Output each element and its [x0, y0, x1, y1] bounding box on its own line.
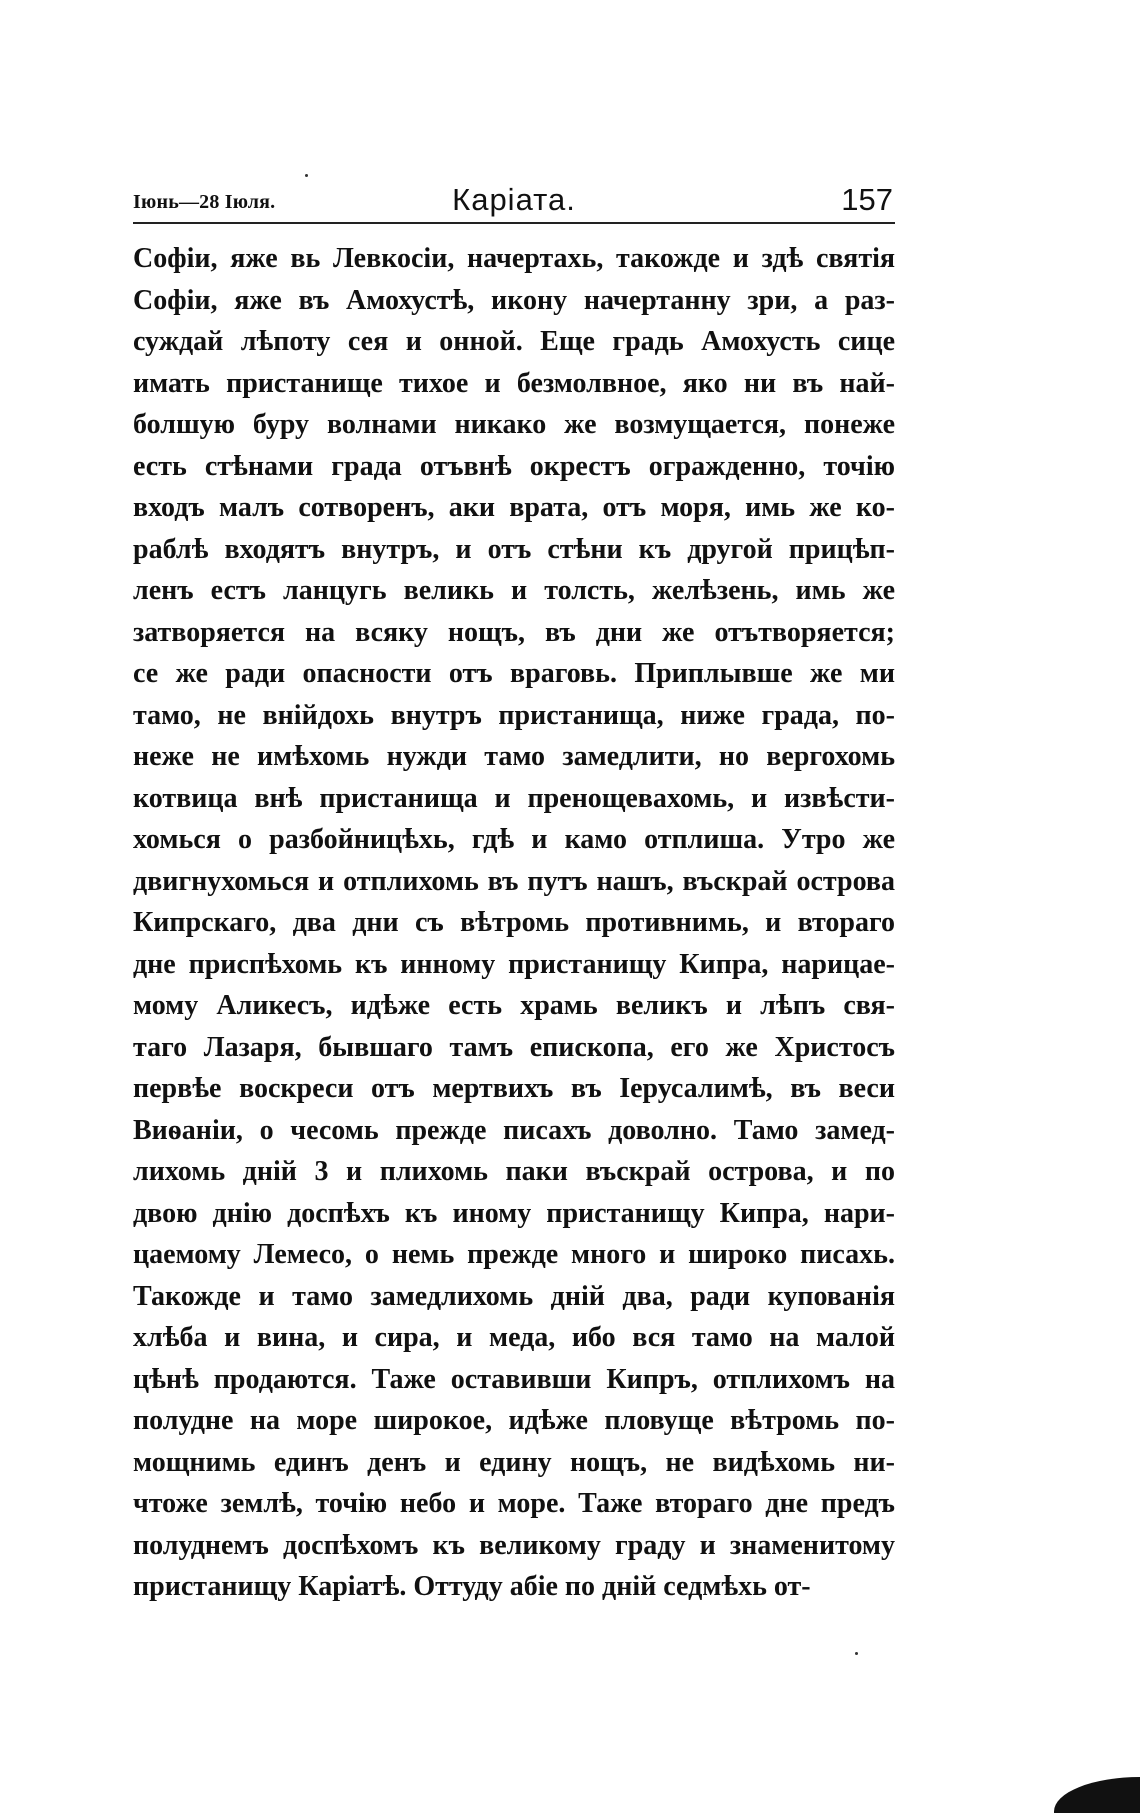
text-line: се же ради опасности отъ враговь. Приплывше же ми	[133, 658, 895, 689]
text-line: неже не имѣхомь нужди тамо замедлити, но вергохомь	[133, 741, 895, 772]
header-rule	[133, 222, 895, 224]
text-line: ленъ естъ ланцугь великь и толсть, желѣзень, имь же	[133, 575, 895, 606]
text-line: тамо, не внійдохь внутръ пристанища, ниже града, по-	[133, 699, 895, 731]
text-line: котвица внѣ пристанища и пренощевахомь, и извѣсти-	[133, 782, 895, 814]
text-line: хомься о разбойницѣхь, гдѣ и камо отплиша. Утро же	[133, 824, 895, 855]
text-line: имать пристанище тихое и безмолвное, яко ни въ най-	[133, 367, 895, 399]
text-line: Кипрскаго, два дни съ вѣтромь противнимь, и втораго	[133, 907, 895, 938]
text-line: дне приспѣхомь къ инному пристанищу Кипра, нарицае-	[133, 948, 895, 980]
text-line: первѣе воскреси отъ мертвихъ въ Іерусалимѣ, въ веси	[133, 1073, 895, 1104]
text-line: полуднемъ доспѣхомъ къ великому граду и знаменитому	[133, 1529, 895, 1561]
text-line: двигнухомься и отплихомь въ путъ нашъ, въскрай острова	[133, 865, 895, 897]
text-line: мому Аликесъ, идѣже есть храмь великъ и лѣпъ свя-	[133, 990, 895, 1021]
text-line: таго Лазаря, бывшаго тамъ епископа, его же Христосъ	[133, 1031, 895, 1063]
text-line: затворяется на всяку нощъ, въ дни же отътворяется;	[133, 616, 895, 648]
text-line: чтоже землѣ, точію небо и море. Таже втораго дне предъ	[133, 1488, 895, 1519]
text-line: хлѣба и вина, и сира, и меда, ибо вся тамо на малой	[133, 1322, 895, 1353]
text-line: пристанищу Каріатѣ. Оттуду абіе по дній седмѣхь от-	[133, 1571, 811, 1602]
text-line: цаемому Лемесо, о немь прежде много и широко писахь.	[133, 1239, 895, 1270]
print-speck	[305, 174, 308, 177]
text-line: болшую буру волнами никако же возмущается, понеже	[133, 409, 895, 440]
header-date-range: Іюнь—28 Іюля.	[133, 191, 276, 213]
scan-corner-mark	[1054, 1777, 1140, 1813]
text-line: есть стѣнами града отъвнѣ окрестъ огражденно, точію	[133, 450, 895, 482]
text-line: Софіи, яже вь Левкосіи, начертахь, такожде и здѣ святія	[133, 243, 895, 274]
text-line: раблѣ входятъ внутръ, и отъ стѣни къ другой прицѣп-	[133, 533, 895, 565]
text-line: Софіи, яже въ Амохустѣ, икону начертанну зри, а раз-	[133, 284, 895, 316]
text-line: Такожде и тамо замедлихомь дній два, ради купованія	[133, 1280, 895, 1312]
text-line: Виѳаніи, о чесомь прежде писахъ доволно. Тамо замед-	[133, 1114, 895, 1146]
text-line: мощнимь единъ денъ и едину нощъ, не видѣхомь ни-	[133, 1446, 895, 1478]
body-text	[133, 238, 895, 1608]
text-line: лихомь дній 3 и плихомь паки въскрай острова, и по	[133, 1156, 895, 1187]
print-speck	[855, 1652, 858, 1655]
page-number: 157	[841, 182, 893, 217]
text-line: цѣнѣ продаются. Таже оставивши Кипръ, отплихомъ на	[133, 1363, 895, 1395]
header-title: Каріата.	[452, 182, 576, 217]
text-line: входъ малъ сотворенъ, аки врата, отъ моря, имь же ко-	[133, 492, 895, 523]
text-line: двою днію доспѣхъ къ иному пристанищу Кипра, нари-	[133, 1197, 895, 1229]
running-head	[133, 176, 895, 220]
text-line: полудне на море широкое, идѣже пловуще вѣтромь по-	[133, 1405, 895, 1436]
text-line: суждай лѣпоту сея и онной. Еще градь Амохусть сице	[133, 326, 895, 357]
